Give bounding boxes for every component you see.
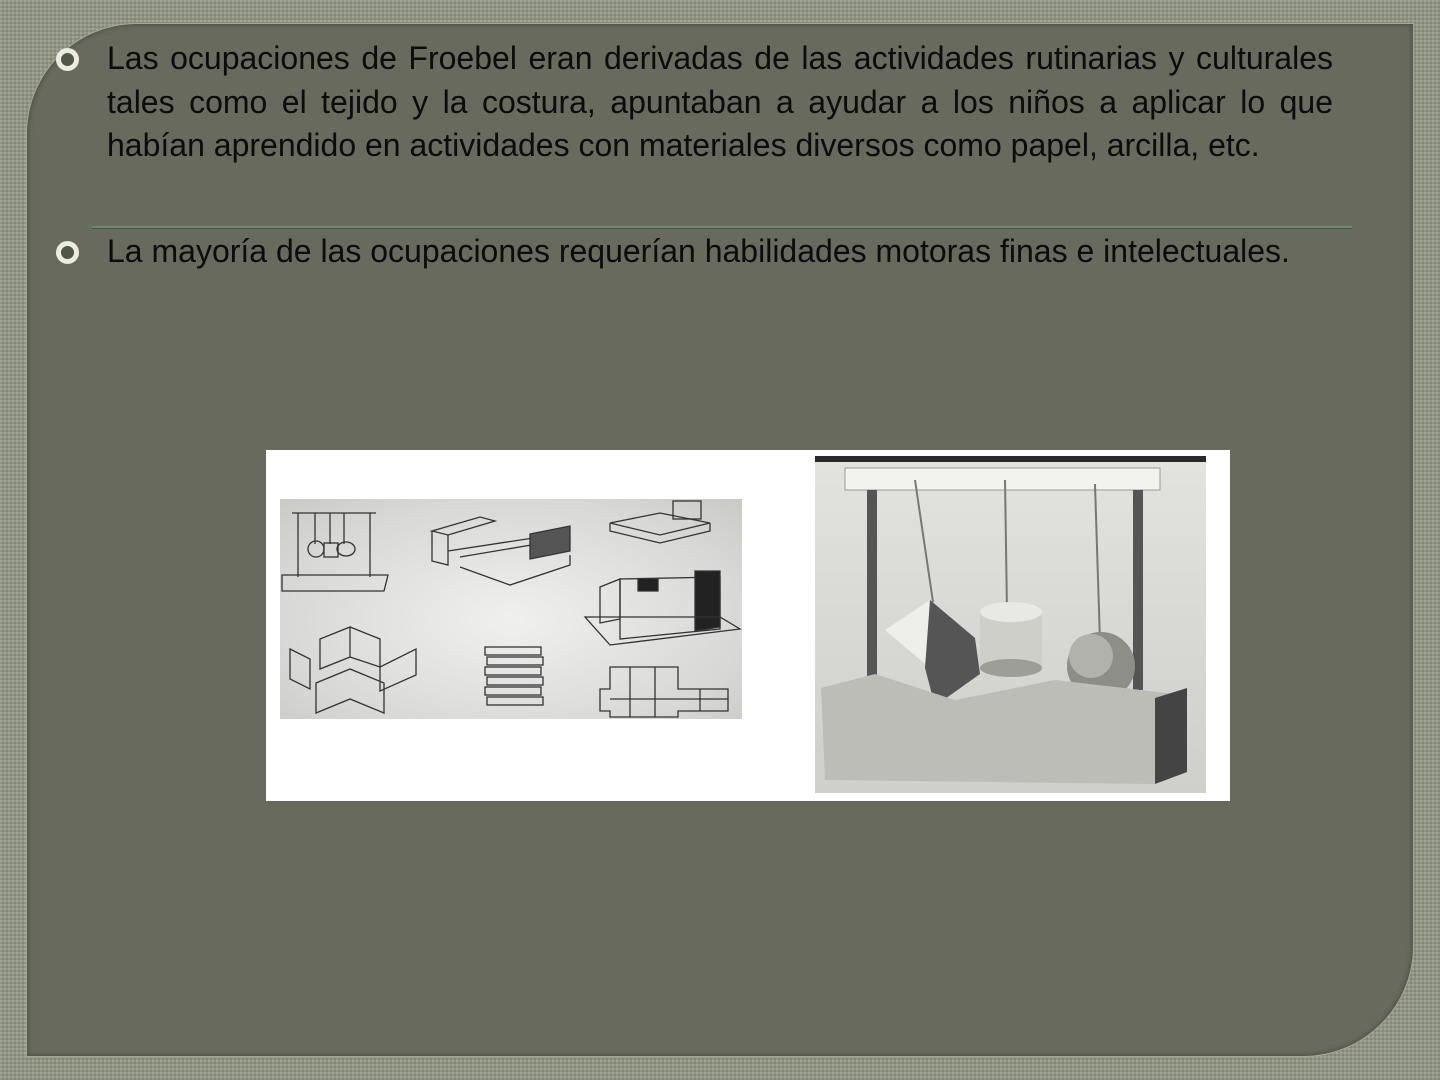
divider-line [92, 226, 1352, 228]
froebel-pendulum-frame-photo [815, 456, 1206, 793]
bench-drawing-icon [432, 517, 570, 585]
hanging-cylinder-icon [980, 602, 1042, 677]
ring-bullet-icon [56, 48, 79, 71]
pendulum-frame-drawing-icon [282, 513, 388, 591]
castle-drawing-icon [585, 571, 740, 645]
bullet-text-2: La mayoría de las ocupaciones requerían habilidades motoras finas e intelectuales. [107, 233, 1290, 269]
slide-image-group [266, 450, 1230, 801]
froebel-block-constructions-sketch [280, 499, 742, 719]
stacked-tower-drawing-icon [485, 647, 543, 705]
cross-walls-drawing-icon [290, 627, 416, 713]
wooden-base-box-icon [821, 674, 1187, 784]
ring-bullet-icon [56, 241, 79, 264]
enclosure-drawing-icon [610, 501, 710, 543]
bullet-text-1: Las ocupaciones de Froebel eran derivadas de las actividades rutinarias y culturales tales como el tejido y la costura, apuntaban a ayudar a los niños a aplicar lo que habían aprendido en actividades con materiales diversos como papel, arcilla, etc. [107, 40, 1333, 163]
floor-plan-drawing-icon [600, 667, 728, 717]
